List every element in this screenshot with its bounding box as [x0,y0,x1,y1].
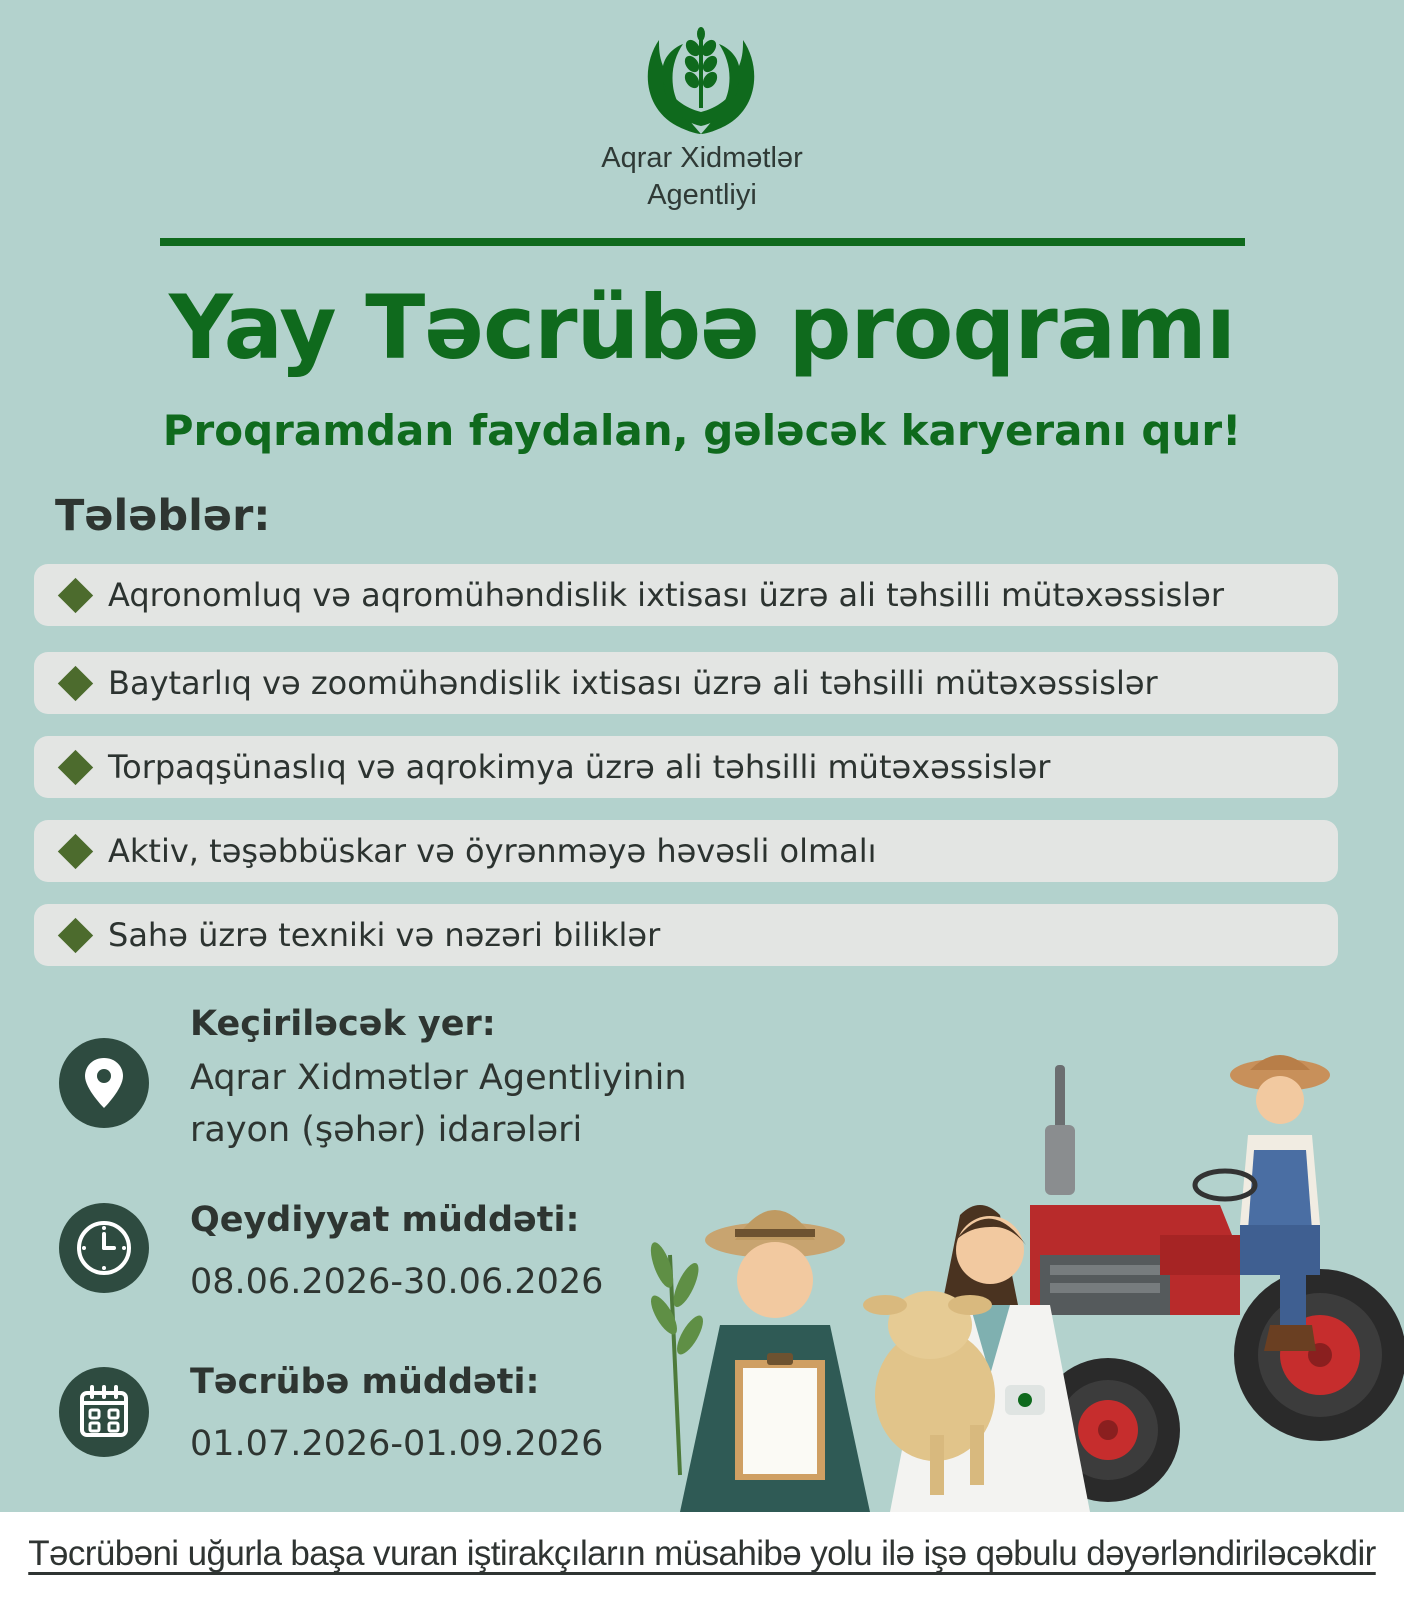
location-title: Keçiriləcək yer: [190,1004,496,1044]
requirement-item [34,820,1338,882]
requirement-text: Aktiv, təşəbbüskar və öyrənməyə həvəsli olmalı [108,832,877,870]
requirement-text: Baytarlıq və zoomühəndislik ixtisası üzrə ali təhsilli mütəxəssislər [108,664,1158,702]
agency-logo [637,22,765,140]
requirement-item [34,652,1338,714]
registration-title: Qeydiyyat müddəti: [190,1200,580,1240]
diamond-bullet-icon [58,578,93,613]
diamond-bullet-icon [58,666,93,701]
footer-note: Təcrübəni uğurla başa vuran iştirakçıların müsahibə yolu ilə işə qəbulu dəyərləndiriləcəkdir [28,1534,1376,1573]
diamond-bullet-icon [58,750,93,785]
requirement-text: Sahə üzrə texniki və nəzəri biliklər [108,916,661,954]
clock-icon [59,1203,149,1293]
internship-title: Təcrübə müddəti: [190,1362,540,1402]
diamond-bullet-icon [58,834,93,869]
requirement-item [34,904,1338,966]
requirement-item [34,564,1338,626]
farmer-illustration [646,1210,870,1512]
registration-dates: 08.06.2026-30.06.2026 [190,1262,604,1302]
org-name-line2: Agentliyi [647,179,757,211]
requirement-text: Torpaqşünaslıq və aqrokimya üzrə ali təhsilli mütəxəssislər [108,748,1051,786]
tractor-illustration [1030,1065,1404,1502]
divider [160,238,1245,246]
internship-dates: 01.07.2026-01.09.2026 [190,1424,604,1464]
location-pin-icon [59,1038,149,1128]
requirements-heading: Tələblər: [55,491,271,541]
org-name-line1: Aqrar Xidmətlər [601,142,803,174]
page-title: Yay Təcrübə proqramı [168,276,1236,379]
calendar-icon [59,1367,149,1457]
diamond-bullet-icon [58,918,93,953]
footer-banner [0,1512,1404,1600]
location-line1: Aqrar Xidmətlər Agentliyinin [190,1058,687,1098]
organization-name [0,140,1404,214]
requirement-text: Aqronomluq və aqromühəndislik ixtisası üzrə ali təhsilli mütəxəssislər [108,576,1224,614]
farmers-tractor-illustration [640,1055,1404,1512]
page-subtitle: Proqramdan faydalan, gələcək karyeranı qur! [162,406,1242,455]
location-line2: rayon (şəhər) idarələri [190,1110,583,1150]
requirement-item [34,736,1338,798]
